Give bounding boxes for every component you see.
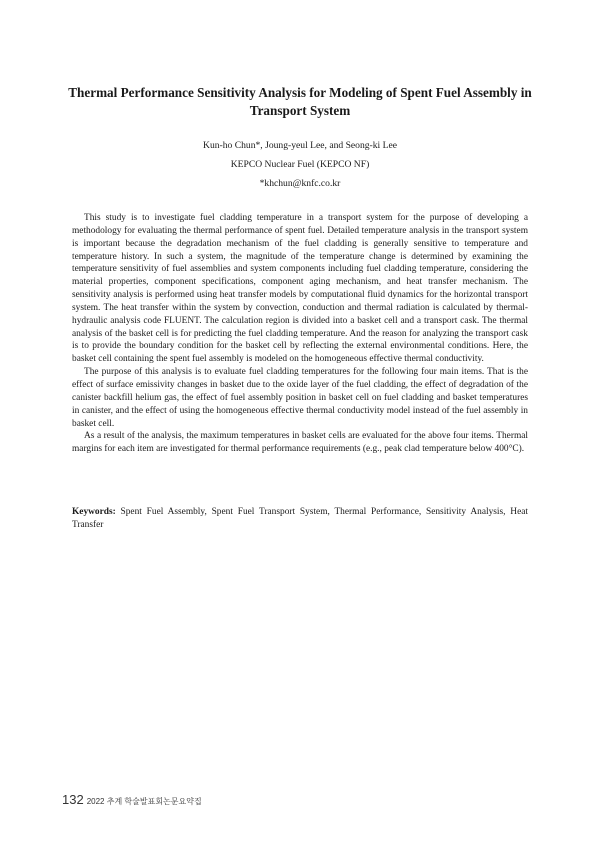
affiliation: KEPCO Nuclear Fuel (KEPCO NF) bbox=[230, 159, 370, 170]
abstract-paragraph-3: As a result of the analysis, the maximum temperatures in basket cells are evaluated for the above four items. Thermal margins for each item are investigated for thermal performance requirements (e.g., peak clad temperature below 400°C). bbox=[72, 431, 528, 455]
page-footer bbox=[62, 791, 202, 809]
corresponding-email: *khchun@knfc.co.kr bbox=[259, 178, 341, 189]
keywords-text: Spent Fuel Assembly, Spent Fuel Transport System, Thermal Performance, Sensitivity Analysis, Heat Transfer bbox=[72, 507, 528, 530]
paper-title: Thermal Performance Sensitivity Analysis for Modeling of Spent Fuel Assembly in Transport System bbox=[68, 85, 532, 118]
footer-text: 2022 추계 학술발표회논문요약집 bbox=[86, 797, 202, 806]
keywords bbox=[72, 506, 528, 532]
page-number: 132 bbox=[62, 792, 84, 807]
abstract-paragraph-1: This study is to investigate fuel cladding temperature in a transport system for the purpose of developing a methodology for evaluating the thermal performance of spent fuel. Detailed temperature analysis in the transport system is important because the degradation mechanism of the fuel cladding is generally sensitive to temperature and temperature history. In such a system, the magnitude of the temperature change is determined by examining the temperature sensitivity of fuel assemblies and system components including fuel cladding temperature, considering the material properties, component specifications, component aging mechanism, and heat transfer mechanism. The sensitivity analysis is performed using heat transfer models by computational fluid dynamics for the horizontal transport system. The heat transfer within the system by convection, conduction and thermal radiation is calculated by thermal-hydraulic analysis code FLUENT. The calculation region is divided into a basket cell and a transport cask. The thermal analysis of the basket cell is for predicting the fuel cladding temperature. And the reason for analyzing the transport cask is to provide the boundary condition for the basket cell by reflecting the external environmental conditions. Here, the basket cell containing the spent fuel assembly is modeled on the homogeneous effective thermal conductivity. bbox=[72, 213, 528, 365]
author-list: Kun-ho Chun*, Joung-yeul Lee, and Seong-ki Lee bbox=[203, 140, 397, 151]
keywords-label: Keywords: bbox=[72, 507, 116, 517]
abstract bbox=[72, 212, 528, 456]
abstract-paragraph-2: The purpose of this analysis is to evaluate fuel cladding temperatures for the following four main items. That is the effect of surface emissivity changes in basket due to the oxide layer of the fuel cladding, the effect of degradation of the canister backfill helium gas, the effect of fuel assembly position in basket cell on fuel cladding and basket temperatures in canister, and the effect of using the homogeneous effective thermal conductivity model instead of the fuel assembly in basket cell. bbox=[72, 367, 528, 429]
